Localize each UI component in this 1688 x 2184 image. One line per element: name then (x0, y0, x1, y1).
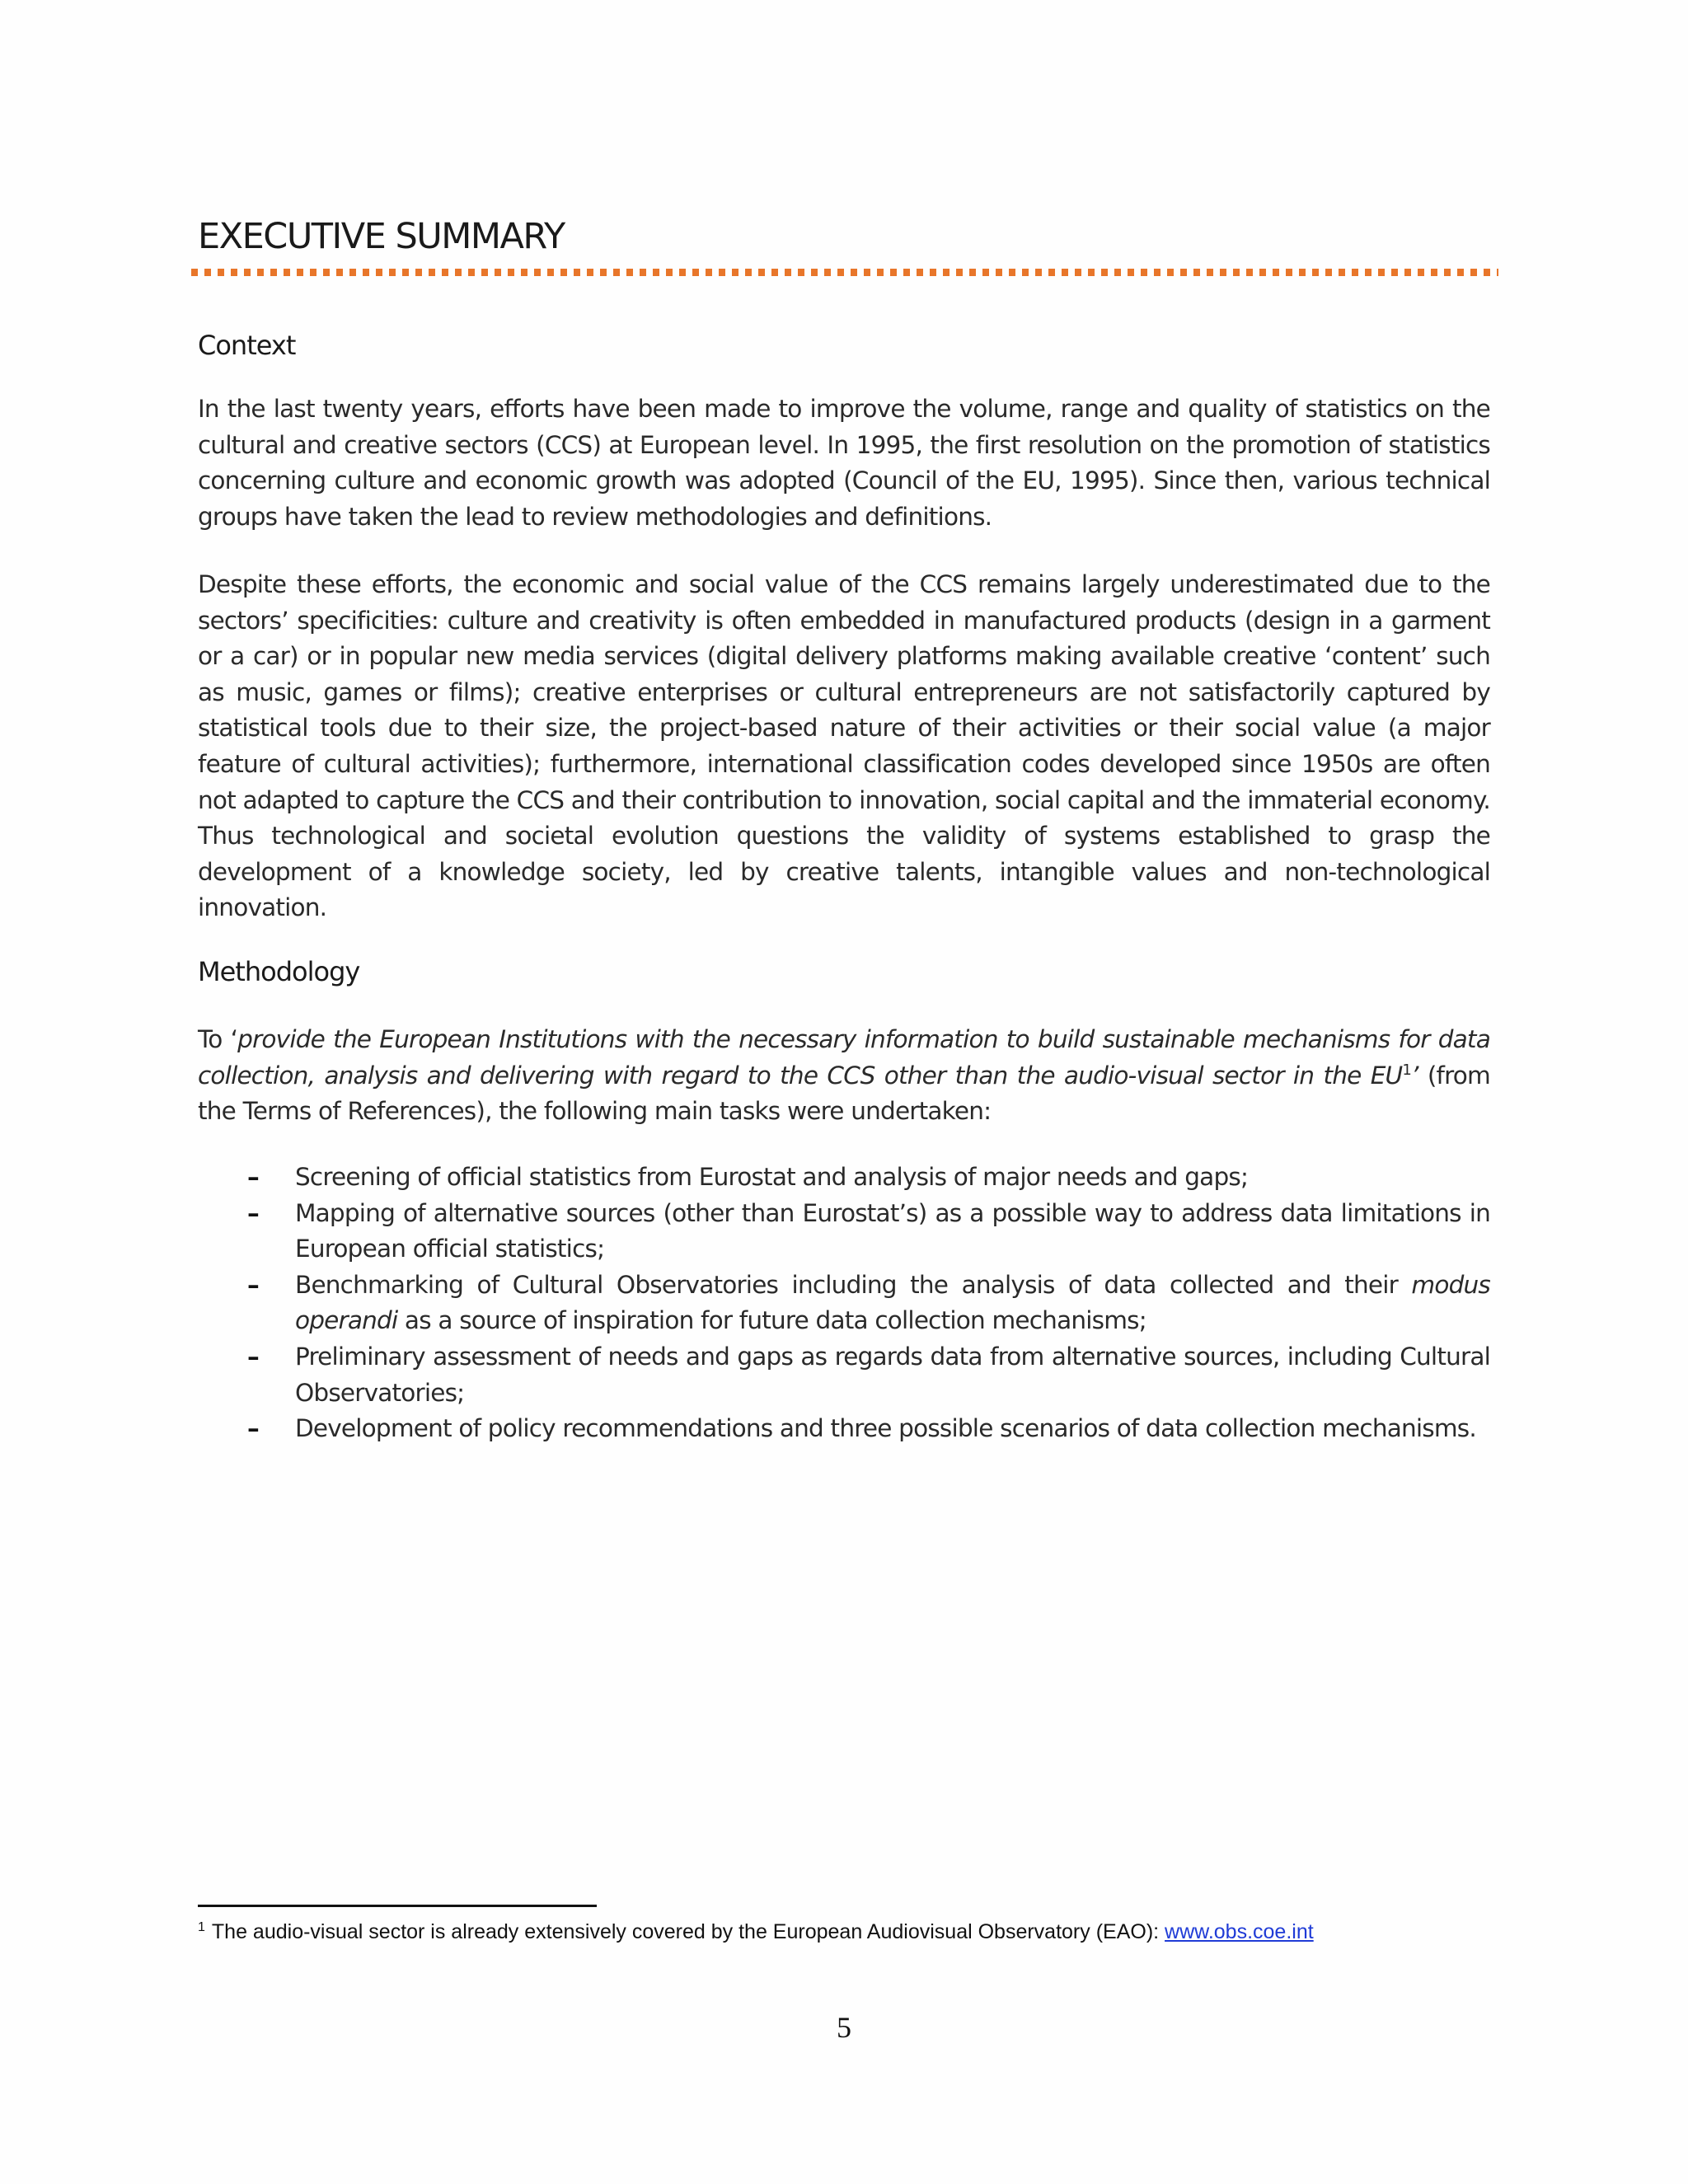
task-text-italic: modus operandi (295, 1270, 1490, 1335)
section-heading-methodology: Methodology (198, 956, 360, 987)
task-list (198, 1160, 1490, 1447)
footnote-separator (198, 1905, 597, 1907)
task-text: Mapping of alternative sources (other than Eurostat’s) as a possible way to address data limitations in European official statistics; (295, 1198, 1490, 1263)
task-text-before: Benchmarking of Cultural Observatories including the analysis of data collected and their (295, 1270, 1412, 1299)
footnote-ref[interactable]: 1 (1402, 1061, 1411, 1079)
bullet-dash: – (247, 1163, 259, 1191)
intro-close: ’ (1411, 1061, 1418, 1090)
context-paragraph-2: Despite these efforts, the economic and social value of the CCS remains largely underestimated due to the sectors’ specificities: culture and creativity is often embedded in manufactured products (design in a garment or a car) or in popular new media services (digital delivery platforms making available creative ‘content’ such as music, games or films); creative enterprises or cultural entrepreneurs are not satisfactorily captured by statistical tools due to their size, the project-based nature of their activities or their social value (a major feature of cultural activities); furthermore, international classification codes developed since 1950s are often not adapted to capture the CCS and their contribution to innovation, social capital and the immaterial economy. Thus technological and societal evolution questions the validity of systems established to grasp the development of a knowledge society, led by creative talents, intangible values and non-technological innovation. (198, 570, 1490, 922)
intro-quote: provide the European Institutions with the necessary information to build sustainable mechanisms for data collection, analysis and delivering with regard to the CCS other than the audio-visual sector in the EU (198, 1025, 1490, 1090)
task-text-after: as a source of inspiration for future data collection mechanisms; (397, 1306, 1146, 1335)
footnote-link[interactable]: www.obs.coe.int (1165, 1920, 1314, 1943)
task-text: Development of policy recommendations and three possible scenarios of data collection mechanisms. (295, 1414, 1476, 1443)
intro-suffix: (from the Terms of References), the following main tasks were undertaken: (198, 1061, 1490, 1126)
list-item (198, 1196, 1490, 1268)
bullet-dash: – (247, 1270, 259, 1299)
list-item (198, 1268, 1490, 1339)
title-dotted-rule (191, 269, 1498, 276)
footnote-text: The audio-visual sector is already extensively covered by the European Audiovisual Observatory (EAO): (211, 1920, 1165, 1943)
page-number: 5 (837, 2011, 851, 2044)
bullet-dash: – (247, 1414, 259, 1443)
bullet-dash: – (247, 1342, 259, 1371)
methodology-intro (198, 1022, 1490, 1130)
task-text: Preliminary assessment of needs and gaps as regards data from alternative sources, including Cultural Observatories; (295, 1342, 1490, 1407)
bullet-dash: – (247, 1198, 259, 1227)
footnote-number: 1 (198, 1919, 205, 1934)
list-item (198, 1160, 1490, 1196)
intro-prefix: To ‘ (198, 1025, 238, 1053)
footnote (198, 1920, 1314, 1944)
context-paragraph-1: In the last twenty years, efforts have been made to improve the volume, range and quality of statistics on the cultural and creative sectors (CCS) at European level. In 1995, the first resolution on the promotion of statistics concerning culture and economic growth was adopted (Council of the EU, 1995). Since then, various technical groups have taken the lead to review methodologies and definitions. (198, 395, 1490, 531)
task-text: Screening of official statistics from Eurostat and analysis of major needs and gaps; (295, 1163, 1249, 1191)
page-title: EXECUTIVE SUMMARY (198, 216, 565, 257)
list-item (198, 1339, 1490, 1411)
section-heading-context: Context (198, 330, 296, 361)
list-item (198, 1411, 1490, 1447)
